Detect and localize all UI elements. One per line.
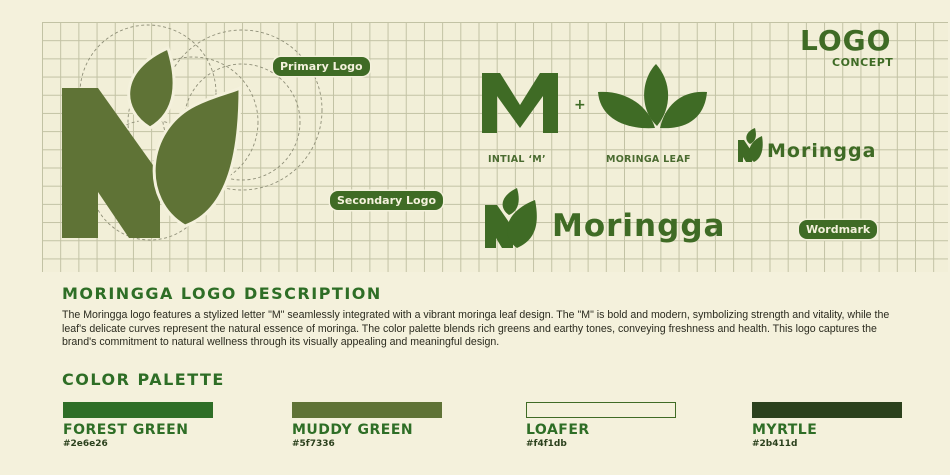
secondary-logo-icon xyxy=(485,188,537,248)
secondary-logo-label: Secondary Logo xyxy=(330,191,443,210)
logo-concept-subtitle: CONCEPT xyxy=(832,56,894,69)
swatch-hex-myrtle: #2b411d xyxy=(752,439,798,449)
swatch-hex-loafer: #f4f1db xyxy=(526,439,567,449)
small-logo-icon xyxy=(738,128,763,162)
swatch-hex-forest-green: #2e6e26 xyxy=(63,439,108,449)
swatch-myrtle xyxy=(752,402,902,418)
swatch-name-loafer: LOAFER xyxy=(526,422,590,438)
swatch-muddy-green xyxy=(292,402,442,418)
swatch-name-forest-green: FOREST GREEN xyxy=(63,422,189,438)
initial-m-caption: INTIAL ‘M’ xyxy=(488,154,546,165)
swatch-name-muddy-green: MUDDY GREEN xyxy=(292,422,414,438)
description-title: MORINGGA LOGO DESCRIPTION xyxy=(62,284,382,303)
primary-top-leaf xyxy=(129,48,174,128)
palette-title: COLOR PALETTE xyxy=(62,370,225,389)
secondary-wordmark: Moringga xyxy=(552,208,726,244)
plus-sign: + xyxy=(574,97,586,113)
moringa-leaf-caption: MORINGA LEAF xyxy=(606,154,691,165)
primary-logo-mark xyxy=(62,48,240,238)
initial-m-icon xyxy=(482,73,558,133)
primary-logo-label: Primary Logo xyxy=(273,57,370,76)
moringa-leaf-icon xyxy=(598,64,707,128)
wordmark-label: Wordmark xyxy=(799,220,877,239)
description-body: The Moringga logo features a stylized letter "M" seamlessly integrated with a vibrant moringa leaf design. The "M" is bold and modern, symbolizing strength and vitality, while the leaf's delicate curves represent the natural essence of moringa. The color palette blends rich greens and earthy tones, conveying freshness and health. This logo captures the brand's commitment to natural wellness through its visually appealing and meaningful design. xyxy=(62,309,890,348)
swatch-forest-green xyxy=(63,402,213,418)
logo-concept-title: LOGO xyxy=(800,24,892,57)
swatch-loafer xyxy=(526,402,676,418)
swatch-name-myrtle: MYRTLE xyxy=(752,422,818,438)
swatch-hex-muddy-green: #5f7336 xyxy=(292,439,335,449)
small-wordmark: Moringga xyxy=(767,140,877,162)
